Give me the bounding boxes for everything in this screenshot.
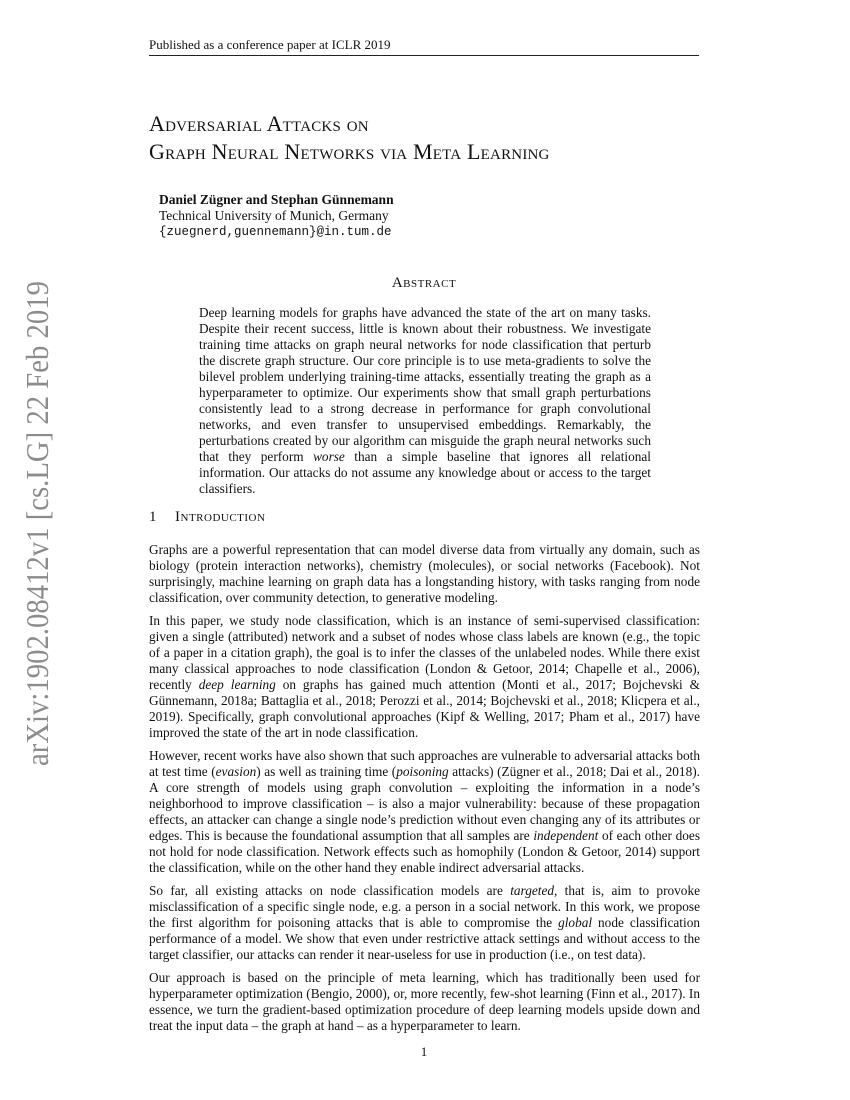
paragraph-4-text-b: , that is, aim to provoke misclassification of a specific single node, e.g. a person in a social network. In this work, we propose the first algorithm for poisoning attacks that is able to compromise the bbox=[149, 883, 700, 930]
paper-title bbox=[149, 110, 709, 166]
arxiv-stamp bbox=[18, 266, 58, 766]
paragraph-4-emph-2: global bbox=[558, 915, 593, 930]
abstract-body bbox=[199, 305, 651, 497]
paragraph-3-emph-1: evasion bbox=[215, 764, 257, 779]
paragraph-3-emph-3: independent bbox=[533, 828, 599, 843]
title-line-1: Adversarial Attacks on bbox=[149, 111, 369, 136]
paragraph-2-text-b: on graphs has gained much attention (Monti et al., 2017; Bojchevski & Günnemann, 2018a; Battaglia et al., 2018; Perozzi et al., 2014; Bojchevski et al., 2018; Klicpera et al., 2019). Specifically, graph convolutional approaches (Kipf & Welling, 2017; Pham et al., 2017) have improved the state of the art in node classification. bbox=[149, 677, 700, 740]
paragraph-4 bbox=[149, 883, 700, 963]
introduction-body bbox=[149, 542, 700, 1041]
abstract-heading: Abstract bbox=[391, 275, 457, 291]
paragraph-5: Our approach is based on the principle of meta learning, which has traditionally been used for hyperparameter optimization (Bengio, 2000), or, more recently, few-shot learning (Finn et al., 2017). In essence, we turn the gradient-based optimization procedure of deep learning models upside down and treat the input data – the graph at hand – as a hyperparameter to learn. bbox=[149, 970, 700, 1033]
paragraph-1: Graphs are a powerful representation that can model diverse data from virtually any domain, such as biology (protein interaction networks), chemistry (molecules), or social networks (Facebook). Not surprisingly, machine learning on graph data has a longstanding history, with tasks ranging from node classification, over community detection, to generative modeling. bbox=[149, 542, 700, 605]
paragraph-2-text: In this paper, we study node classification, which is an instance of semi-supervised classification: given a single (attributed) network and a subset of nodes whose class labels are known (e.g., the topic of a paper in a citation graph), the goal is to infer the classes of the unlabeled nodes. While there exist many classical approaches to node classification (London & Getoor, 2014; Chapelle et al., 2006), recently bbox=[149, 613, 700, 692]
abstract-emph: worse bbox=[313, 449, 345, 464]
section-number: 1 bbox=[149, 509, 157, 525]
author-email: {zuegnerd,guennemann}@in.tum.de bbox=[159, 225, 392, 239]
abstract-text-2: than a simple baseline that ignores all relational information. Our attacks do not assume any knowledge about or access to the target classifiers. bbox=[199, 449, 651, 496]
author-block bbox=[159, 192, 559, 240]
paragraph-3-text-c: attacks) (Zügner et al., 2018; Dai et al., 2018). A core strength of models using graph convolution – exploiting the information in a node’s neighborhood to improve classification – is also a major vulnerability: because of these propagation effects, an attacker can change a single node’s prediction without even changing any of its attributes or edges. This is because the foundational assumption that all samples are bbox=[149, 764, 700, 843]
paragraph-3-text-a: However, recent works have also shown that such approaches are vulnerable to adversarial attacks both at test time ( bbox=[149, 748, 700, 779]
header-rule bbox=[149, 55, 699, 56]
paragraph-3-emph-2: poisoning bbox=[396, 764, 449, 779]
abstract-text-1: Deep learning models for graphs have advanced the state of the art on many tasks. Despite their recent success, little is known about their robustness. We investigate training time attacks on graph neural networks for node classification that perturb the discrete graph structure. Our core principle is to use meta-gradients to solve the bilevel problem underlying training-time attacks, essentially treating the graph as a hyperparameter to optimize. Our experiments show that small graph perturbations consistently lead to a strong decrease in performance for graph convolutional networks, and even transfer to unsupervised embeddings. Remarkably, the perturbations created by our algorithm can misguide the graph neural networks such that they perform bbox=[199, 305, 651, 464]
author-names: Daniel Zügner and Stephan Günnemann bbox=[159, 192, 394, 207]
page-number: 1 bbox=[420, 1044, 428, 1059]
running-header: Published as a conference paper at ICLR 2019 bbox=[149, 37, 391, 52]
paragraph-4-text-a: So far, all existing attacks on node classification models are bbox=[149, 883, 511, 898]
section-title: Introduction bbox=[175, 509, 266, 525]
paragraph-2 bbox=[149, 613, 700, 741]
arxiv-stamp-text: arXiv:1902.08412v1 [cs.LG] 22 Feb 2019 bbox=[19, 266, 55, 766]
author-affiliation: Technical University of Munich, Germany bbox=[159, 208, 389, 223]
paragraph-4-emph-1: targeted bbox=[510, 883, 555, 898]
paragraph-3-text-b: ) as well as training time ( bbox=[256, 764, 397, 779]
paragraph-3-text-d: of each other does not hold for node classification. Network effects such as homophily (London & Getoor, 2014) support the classification, while on the other hand they enable indirect adversarial attacks. bbox=[149, 828, 700, 875]
paragraph-3 bbox=[149, 748, 700, 876]
paragraph-4-text-c: node classification performance of a model. We show that even under restrictive attack settings and without access to the target classifier, our attacks can render it near-useless for use in production (i.e., on test data). bbox=[149, 915, 700, 962]
section-heading bbox=[149, 509, 699, 526]
paragraph-2-emph: deep learning bbox=[198, 677, 276, 692]
title-line-2: Graph Neural Networks via Meta Learning bbox=[149, 139, 550, 164]
